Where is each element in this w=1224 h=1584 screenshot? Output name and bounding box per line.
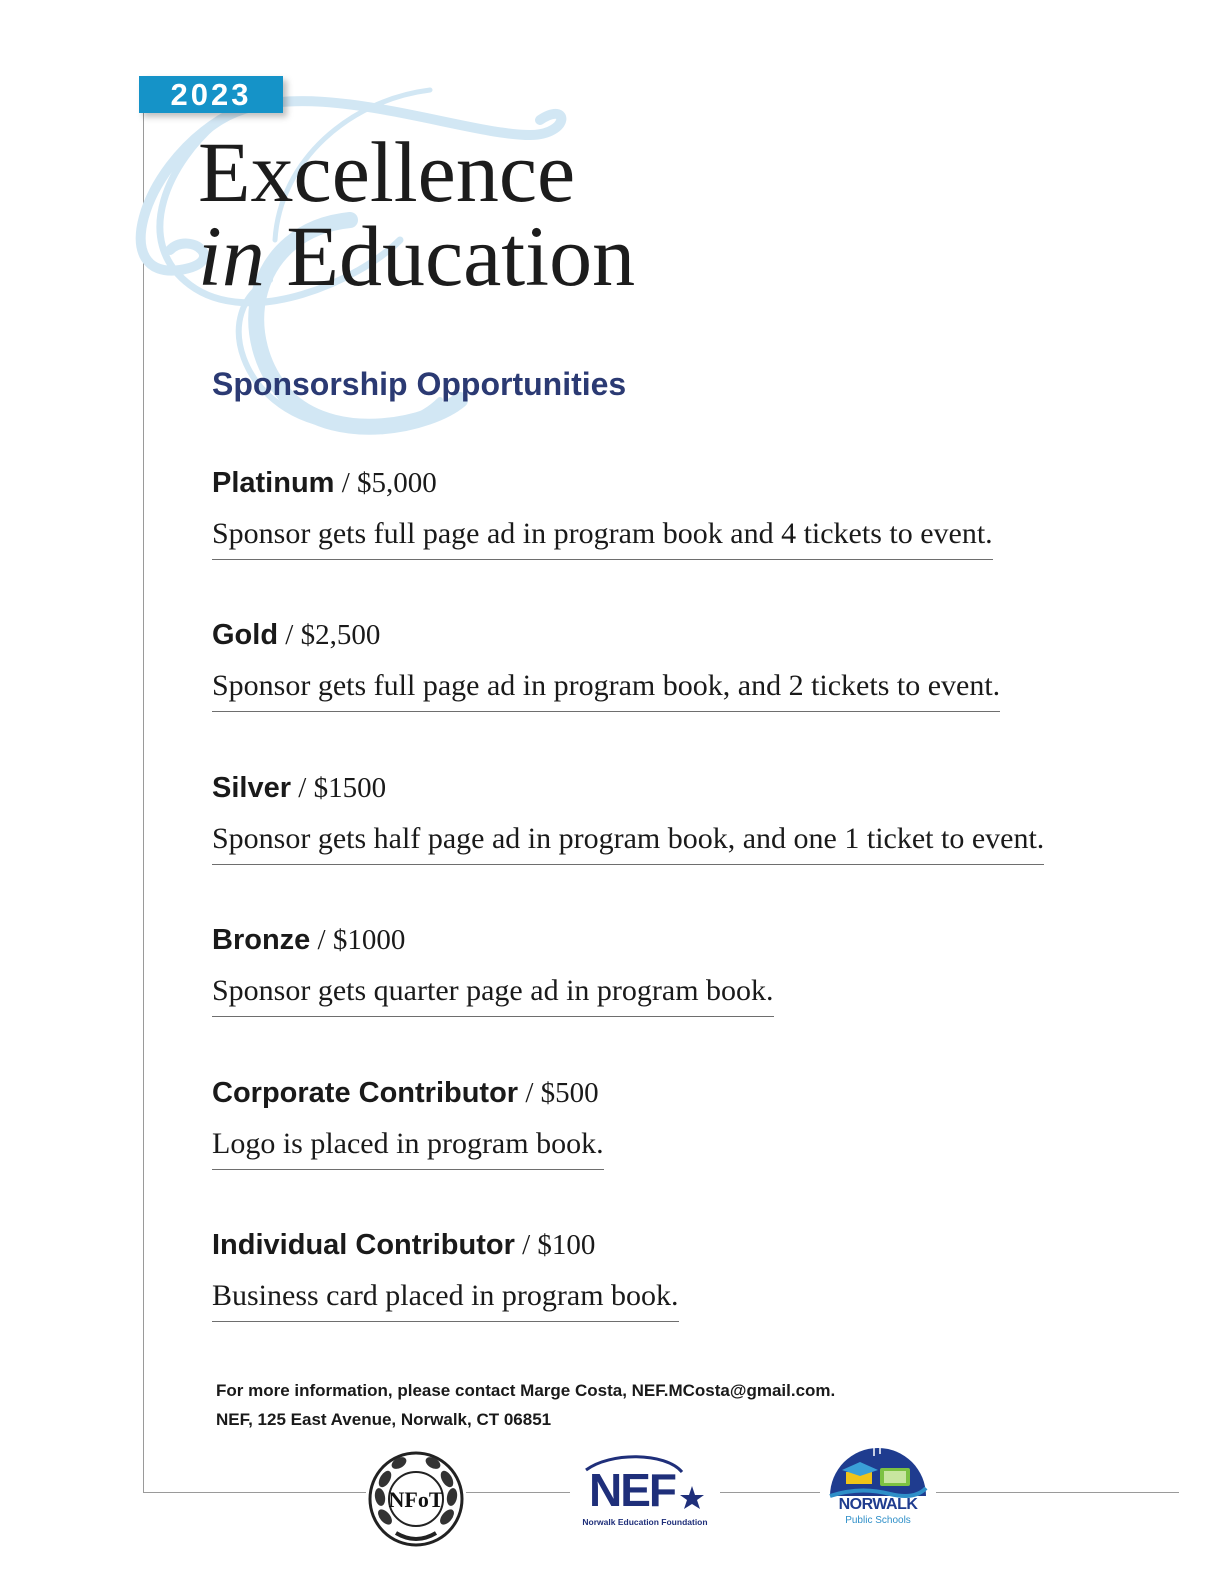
- title-education: Education: [264, 208, 636, 304]
- tier-heading: [212, 921, 774, 958]
- nfot-seal-icon: [366, 1449, 466, 1549]
- norwalk-schools-icon: [820, 1442, 936, 1502]
- section-subtitle: Sponsorship Opportunities: [212, 366, 627, 402]
- tier-silver: [212, 769, 1044, 865]
- title-italic-in: in: [198, 208, 265, 304]
- norwalk-wordmark: NORWALK: [838, 1496, 918, 1513]
- nef-star-icon: [570, 1450, 720, 1516]
- tier-gold: [212, 616, 1000, 712]
- tier-name: Bronze: [212, 924, 311, 956]
- tier-name: Individual Contributor: [212, 1229, 515, 1261]
- tier-heading: [212, 1074, 604, 1111]
- tier-heading: [212, 464, 993, 501]
- nef-caption: Norwalk Education Foundation: [582, 1517, 708, 1527]
- tier-description: Business card placed in program book.: [212, 1277, 679, 1322]
- tier-bronze: [212, 921, 774, 1017]
- nfot-letters: NFoT: [388, 1487, 444, 1512]
- public-schools-text: Public Schools: [845, 1515, 911, 1526]
- tier-name: Silver: [212, 772, 291, 804]
- tier-description: Sponsor gets full page ad in program book and 4 tickets to event.: [212, 515, 993, 560]
- tier-price: $5,000: [357, 467, 437, 499]
- tier-separator: /: [334, 467, 358, 499]
- tier-price: $500: [540, 1077, 599, 1109]
- tier-heading: [212, 616, 1000, 653]
- tier-name: Platinum: [212, 467, 335, 499]
- page-title: [198, 124, 636, 304]
- contact-info: [216, 1376, 835, 1434]
- tier-description: Logo is placed in program book.: [212, 1125, 604, 1170]
- tier-separator: /: [310, 924, 333, 956]
- norwalk-public-schools-logo: [820, 1442, 936, 1534]
- tier-heading: [212, 769, 1044, 806]
- tier-platinum: [212, 464, 993, 560]
- tier-description: Sponsor gets quarter page ad in program book.: [212, 972, 774, 1017]
- tier-price: $1000: [332, 924, 406, 956]
- tier-corporate-contributor: [212, 1074, 604, 1170]
- tier-description: Sponsor gets half page ad in program book, and one 1 ticket to event.: [212, 820, 1044, 865]
- tier-price: $100: [537, 1229, 596, 1261]
- tier-description: Sponsor gets full page ad in program book, and 2 tickets to event.: [212, 667, 1000, 712]
- tier-name: Corporate Contributor: [212, 1077, 519, 1109]
- tier-heading: [212, 1226, 679, 1263]
- tier-separator: /: [291, 772, 314, 804]
- title-line-1: Excellence: [198, 124, 576, 220]
- tier-name: Gold: [212, 619, 279, 651]
- title-line-2: [198, 208, 636, 304]
- nef-star-logo: [570, 1450, 720, 1536]
- tier-price: $2,500: [300, 619, 381, 651]
- tier-price: $1500: [313, 772, 387, 804]
- tier-individual-contributor: [212, 1226, 679, 1322]
- nfot-seal-logo: [366, 1449, 466, 1549]
- address-line: NEF, 125 East Avenue, Norwalk, CT 06851: [216, 1410, 552, 1429]
- nef-wordmark: NEF: [589, 1464, 675, 1516]
- contact-line: For more information, please contact Marge Costa, NEF.MCosta@gmail.com.: [216, 1381, 836, 1400]
- tier-separator: /: [278, 619, 301, 651]
- tier-separator: /: [518, 1077, 541, 1109]
- year-badge: 2023: [139, 76, 283, 113]
- tier-separator: /: [514, 1229, 538, 1261]
